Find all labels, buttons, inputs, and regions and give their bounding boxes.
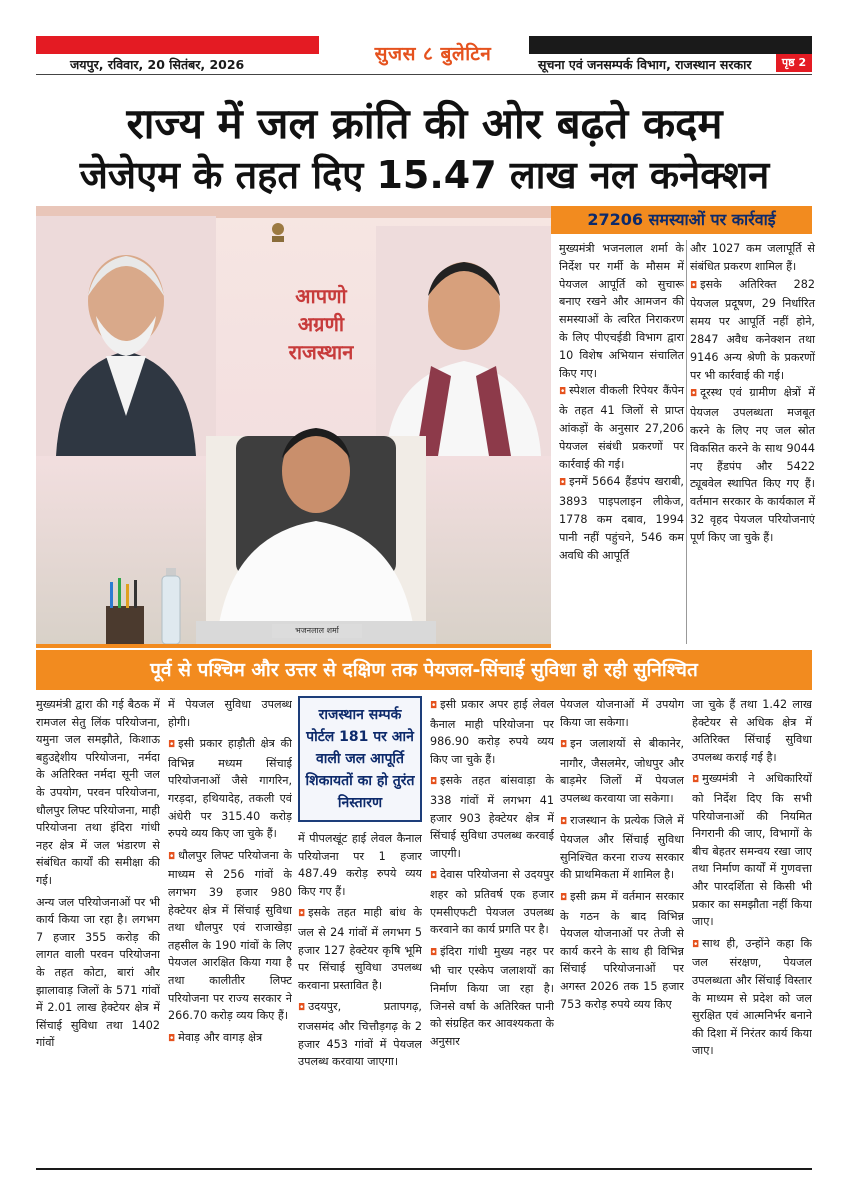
water-bottle-icon [160, 568, 182, 644]
article-para-text: इसी प्रकार अपर हाई लेवल कैनाल माही परियोजना पर 986.90 करोड़ रुपये व्यय किए जा चुके हैं। [430, 698, 554, 766]
side-para [690, 276, 815, 385]
column-divider [686, 240, 687, 644]
article-para [430, 772, 554, 862]
side-para-text: इनमें 5664 हैंडपंप खराबी, 3893 पाइपलाइन लीकेज, 1778 कम दबाव, 1994 पानी नहीं पहुंचने, 546 कम अवधि की आपूर्ति [559, 475, 684, 562]
side-panel-col-b [690, 240, 815, 644]
article-para [560, 735, 684, 807]
article-para: अन्य जल परियोजनाओं पर भी कार्य किया जा रहा है। लगभग 7 हजार 355 करोड़ की लागत वाली परवन परियोजना के तहत कोटा, बारां और झालावाड़ जिलों के 571 गांवों में 2.01 लाख हेक्टेयर क्षेत्र में सिंचाई सुविधा तथा 1402 गांवों [36, 895, 160, 1050]
bullet-icon: ◘ [430, 871, 438, 882]
article-para-text: इसके तहत माही बांध के जल से 24 गांवों में लगभग 5 हजार 127 हेक्टेयर कृषि भूमि पर सिंचाई सुविधा उपलब्ध करवाना प्रस्तावित है। [298, 906, 422, 992]
article-para: में पीपलखूंट हाई लेवल कैनाल परियोजना पर 1 हजार 487.49 करोड़ रुपये व्यय किए गए हैं। [298, 832, 422, 898]
department-line: सूचना एवं जनसम्पर्क विभाग, राजस्थान सरकार [538, 57, 752, 72]
bullet-icon: ◘ [168, 851, 176, 862]
footer-rule [36, 1168, 812, 1170]
bullet-icon: ◘ [430, 947, 438, 958]
bullet-icon: ◘ [692, 939, 700, 950]
bullet-icon: ◘ [560, 816, 568, 827]
article-para-text: साथ ही, उन्होंने कहा कि जल संरक्षण, पेयजल उपलब्धता और सिंचाई विस्तार के माध्यम से प्रदेश को जल सुरक्षित एवं आत्मनिर्भर बनाने की दिशा में निरंतर कार्य किया जाए। [692, 936, 812, 1058]
bullet-icon: ◘ [690, 389, 698, 400]
bulletin-logo: सुजस ८ बुलेटिन [374, 43, 492, 65]
article-para-text: मेवाड़ और वागड़ क्षेत्र [178, 1030, 263, 1044]
headline-line-1: राज्य में जल क्रांति की ओर बढ़ते कदम [126, 99, 723, 148]
bullet-icon: ◘ [559, 478, 567, 489]
article-para [298, 904, 422, 994]
article-para [692, 935, 812, 1060]
page-number: पृष्ठ 2 [776, 54, 812, 72]
article-para: मुख्यमंत्री द्वारा की गई बैठक में रामजल सेतु लिंक परियोजना, यमुना जल समझौते, किशाऊ बहुउद्देशीय परियोजना, नर्मदा के अतिरिक्त नर्मदा सूनी जल के उपयोग, परवन परियोजना, धौलपुर लिफ्ट परियोजना, माही परियोजना तथा इंदिरा गांधी नहर क्षेत्र में जल भंडारण से संबंधित कार्यों की समीक्षा की गई। [36, 698, 160, 887]
bullet-icon: ◘ [298, 909, 306, 920]
article-para-text: इसी क्रम में वर्तमान सरकार के गठन के बाद विभिन्न पेयजल योजनाओं पर तेजी से कार्य करने के साथ ही विभिन्न सिंचाई परियोजनाओं पर अगस्त 2026 तक 15 हजार 753 करोड़ रुपये व्यय किए [560, 889, 684, 1011]
cm-seated-figure [196, 396, 436, 646]
slogan-line-2: अग्रणी [297, 312, 345, 336]
article-para [430, 943, 554, 1051]
bullet-icon: ◘ [298, 1003, 306, 1014]
article-para [168, 1029, 292, 1049]
side-para: और 1027 कम जलापूर्ति से संबंधित प्रकरण शामिल हैं। [690, 242, 815, 273]
article-para [692, 770, 812, 930]
side-panel-title: 27206 समस्याओं पर कार्रवाई [551, 206, 812, 234]
emblem-icon [269, 218, 287, 244]
article-para-text: देवास परियोजना से उदयपुर शहर को प्रतिवर्ष एक हजार एमसीएफटी पेयजल उपलब्ध करवाने का कार्य प्रगति पर है। [430, 868, 554, 937]
article-para-text: धौलपुर लिफ्ट परियोजना के माध्यम से 256 गांवों के लगभग 39 हजार 980 हेक्टेयर क्षेत्र में सिंचाई सुविधा तथा धौलपुर एवं राजाखेड़ा तहसील के 190 गांवों के लिए पेयजल आरक्षित किया गया है तथा कालीतीर लिफ्ट परियोजना पर राज्य सरकार ने 266.70 करोड़ व्यय किए हैं। [168, 848, 292, 1023]
bullet-icon: ◘ [690, 280, 698, 291]
side-para [690, 384, 815, 546]
article-column-5 [560, 696, 684, 1166]
side-para-text: स्पेशल वीकली रिपेयर कैंपेन के तहत 41 जिलों से प्राप्त आंकड़ों के अनुसार 27,206 पेयजल संबंधी प्रकरणों पर कार्रवाई की गई। [559, 384, 684, 471]
bullet-icon: ◘ [559, 387, 567, 398]
article-para [168, 735, 292, 843]
slogan-line-1: आपणो [295, 284, 347, 308]
article-para-text: इंदिरा गांधी मुख्य नहर पर भी चार एस्केप जलाशयों का निर्माण किया जा रहा है। जिनसे वर्षा के अतिरिक्त पानी को संग्रहित कर आवश्यकता के अनुसार [430, 944, 554, 1048]
side-para: मुख्यमंत्री भजनलाल शर्मा के निर्देश पर गर्मी के मौसम में पेयजल आपूर्ति को सुचारू बनाए रखने और आमजन की समस्याओं के त्वरित निराकरण के लिए पीएचईडी विभाग द्वारा 10 विशेष अभियान संचालित किए गए। [559, 242, 684, 380]
bullet-icon: ◘ [430, 701, 438, 711]
bullet-icon: ◘ [692, 775, 700, 786]
side-para-text: इसके अतिरिक्त 282 पेयजल प्रदूषण, 29 निर्धारित समय पर आपूर्ति नहीं होने, 2847 अवैध कनेक्शन तथा 9146 अन्य श्रेणी के प्रकरणों पर भी कार्रवाई की गई। [690, 277, 815, 382]
section-banner: पूर्व से पश्चिम और उत्तर से दक्षिण तक पेयजल-सिंचाई सुविधा हो रही सुनिश्चित [36, 650, 812, 690]
side-para [559, 473, 684, 564]
article-para-text: राजस्थान के प्रत्येक जिले में पेयजल और सिंचाई सुविधा सुनिश्चित करना राज्य सरकार की प्राथमिकता में शामिल है। [560, 813, 684, 882]
article-para-text: मुख्यमंत्री ने अधिकारियों को निर्देश दिए कि सभी परियोजनाओं की नियमित निगरानी की जाए, विभागों के बीच बेहतर समन्वय रखा जाए तथा निर्माण कार्यों में गुणवत्ता और पारदर्शिता से किसी भी प्रकार का समझौता नहीं किया जाए। [692, 772, 812, 929]
photo-bottom-band [36, 644, 551, 648]
masthead-rule [36, 74, 812, 75]
side-para-text: दूरस्थ एवं ग्रामीण क्षेत्रों में पेयजल उपलब्धता मजबूत करने के लिए नए जल स्रोत विकसित करने के साथ 9044 नए हैंडपंप और 5422 ट्यूबवेल स्थापित किए गए हैं। वर्तमान सरकार के कार्यकाल में 32 वृहद पेयजल परियोजनाएं पूर्ण किए जा चुके हैं। [690, 386, 815, 544]
slogan-line-3: राजस्थान [288, 340, 354, 364]
article-para [168, 847, 292, 1025]
bullet-icon: ◘ [560, 892, 568, 903]
nameplate: भजनलाल शर्मा [272, 624, 362, 638]
article-column-6 [692, 696, 812, 1166]
article-para: में पेयजल सुविधा उपलब्ध होगी। [168, 698, 292, 729]
date-line: जयपुर, रविवार, 20 सितंबर, 2026 [70, 57, 245, 72]
article-para: जा चुके हैं तथा 1.42 लाख हेक्टेयर से अधिक क्षेत्र में अतिरिक्त सिंचाई सुविधा उपलब्ध कराई गई है। [692, 698, 812, 764]
article-para [298, 998, 422, 1070]
bullet-icon: ◘ [168, 740, 176, 751]
article-para-text: इसके तहत बांसवाड़ा के 338 गांवों में लगभग 41 हजार 903 हेक्टेयर क्षेत्र में सिंचाई सुविधा उपलब्ध करवाई जाएगी। [430, 774, 554, 860]
article-column-2 [168, 696, 292, 1166]
article-para-text: उदयपुर, प्रतापगढ़, राजसमंद और चित्तौड़गढ़ के 2 हजार 453 गांवों में पेयजल उपलब्ध करवाया जाएगा। [298, 1000, 422, 1069]
pen-stand-icon [100, 578, 150, 644]
article-para [560, 888, 684, 1013]
portrait-left [36, 216, 216, 456]
article-para: पेयजल योजनाओं में उपयोग किया जा सकेगा। [560, 698, 684, 729]
slogan-graphic [256, 282, 386, 366]
cm-meeting-photo [36, 206, 551, 646]
article-para-text: इसी प्रकार हाड़ौती क्षेत्र की विभिन्न मध्यम सिंचाई परियोजनाओं जैसे गागरिन, गरड़दा, हथियादेह, तकली एवं अंधेरी पर 315.40 करोड़ रुपये व्यय किए जा चुके हैं। [168, 737, 292, 841]
portal-181-callout: राजस्थान सम्पर्क पोर्टल 181 पर आने वाली जल आपूर्ति शिकायतों का हो तुरंत निस्तारण [298, 696, 422, 822]
bullet-icon: ◘ [168, 1033, 176, 1044]
headline-line-2: जेजेएम के तहत दिए 15.47 लाख नल कनेक्शन [79, 153, 770, 197]
side-para [559, 382, 684, 473]
article-column-1 [36, 696, 160, 1166]
bullet-icon: ◘ [430, 777, 438, 788]
bullet-icon: ◘ [560, 740, 568, 751]
article-para [430, 696, 554, 768]
article-column-4 [430, 696, 554, 1166]
article-para-text: इन जलाशयों से बीकानेर, नागौर, जैसलमेर, जोधपुर और बाड़मेर जिलों में पेयजल उपलब्ध करवाया जा सकेगा। [560, 737, 684, 805]
article-column-3 [298, 696, 422, 1166]
article-para [560, 812, 684, 884]
article-para [430, 866, 554, 938]
side-panel-col-a [559, 240, 684, 644]
